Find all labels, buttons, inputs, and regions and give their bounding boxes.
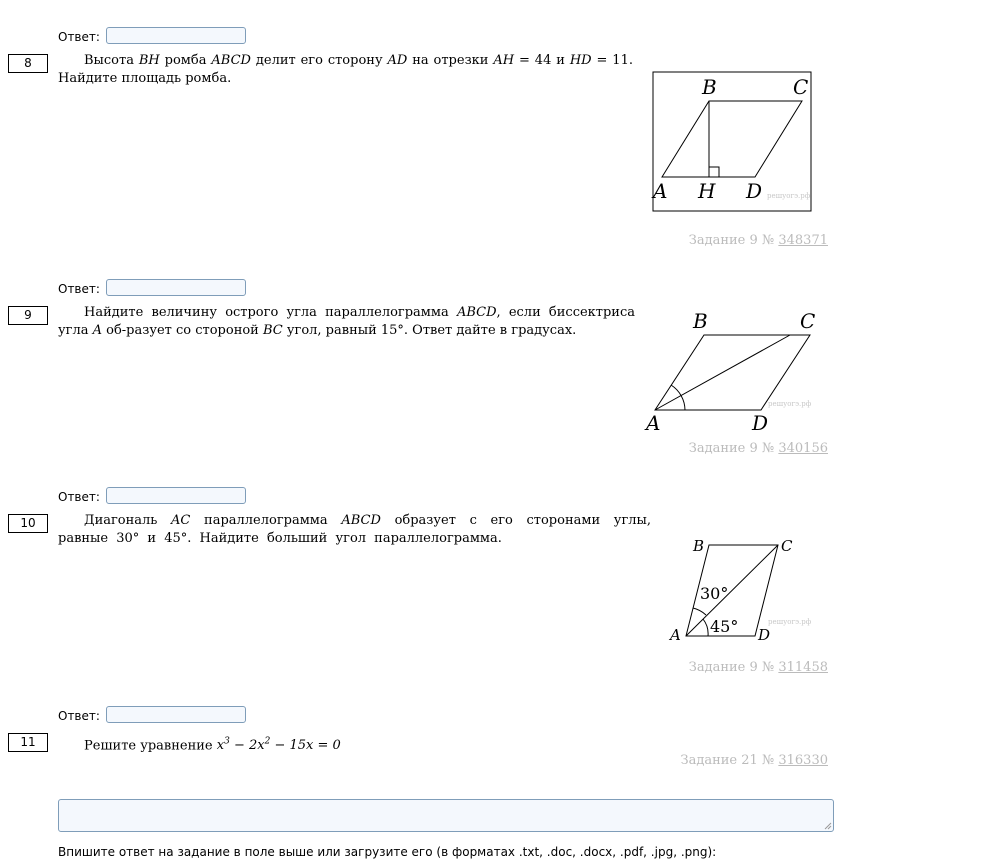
label-A: A [670, 626, 681, 644]
watermark: решуогэ.рф [767, 192, 811, 200]
label-A: A [646, 411, 661, 435]
label-D: D [758, 626, 771, 644]
label-C: C [800, 309, 816, 333]
label-B: B [702, 75, 717, 99]
label-C: C [793, 75, 809, 99]
angle-label-45: 45° [710, 617, 739, 636]
answer-input-9[interactable] [106, 487, 246, 504]
task-reference-8: Задание 9 № 348371 [688, 233, 828, 248]
task-reference-10: Задание 9 № 311458 [688, 660, 828, 675]
answer-input-10[interactable] [106, 706, 246, 723]
task-number-11: 11 [8, 733, 48, 752]
task-number-10: 10 [8, 514, 48, 533]
task-link-316330[interactable]: 316330 [778, 753, 828, 768]
task-link-348371[interactable]: 348371 [778, 233, 828, 248]
angle-label-30: 30° [700, 584, 729, 603]
answer-label-9: Ответ: [58, 490, 100, 504]
answer-textarea[interactable] [58, 799, 834, 832]
label-H: H [698, 179, 716, 203]
rhombus-figure [652, 71, 814, 213]
task-text-11: Решите уравнение $x^3 - 2x^2 - 15x = 0$ [84, 737, 341, 754]
answer-label-7: Ответ: [58, 30, 100, 44]
task-text-10: Диагональ AC параллелограмма ABCD образует с его сторонами углы, равные 30° и 45°. Найдите больший угол параллелограмма. [58, 513, 651, 546]
answer-label-10: Ответ: [58, 709, 100, 723]
equation: $x^3 - 2x^2 - 15x = 0$ [216, 737, 341, 754]
task-text-9: Найдите величину острого угла параллелограмма ABCD, если биссектриса угла A об-разует со стороной BC угол, равный 15°. Ответ дайте в градусах. [58, 305, 636, 338]
label-A: A [653, 179, 668, 203]
parallelogram-diagonal-figure [664, 535, 824, 647]
watermark: решуогэ.рф [768, 400, 812, 408]
task-reference-9: Задание 9 № 340156 [688, 441, 828, 456]
upload-hint: Впишите ответ на задание в поле выше или загрузите его (в форматах .txt, .doc, .docx, .pdf, .jpg, .png): [58, 845, 717, 859]
parallelogram-bisector-figure [642, 308, 832, 438]
answer-input-7[interactable] [106, 27, 246, 44]
task-number-9: 9 [8, 306, 48, 325]
task-link-311458[interactable]: 311458 [778, 660, 828, 675]
label-C: C [781, 537, 793, 555]
answer-label-8: Ответ: [58, 282, 100, 296]
task-link-340156[interactable]: 340156 [778, 441, 828, 456]
resize-grip-icon[interactable] [824, 822, 832, 830]
task-reference-11: Задание 21 № 316330 [680, 753, 828, 768]
task-text-8: Высота BH ромба ABCD делит его сторону AD на отрезки AH = 44 и HD = 11. Найдите площадь ромба. [58, 53, 633, 86]
label-B: B [693, 537, 705, 555]
watermark: решуогэ.рф [768, 618, 812, 626]
label-D: D [746, 179, 763, 203]
label-D: D [752, 411, 769, 435]
label-B: B [693, 309, 708, 333]
task-number-8: 8 [8, 54, 48, 73]
answer-input-8[interactable] [106, 279, 246, 296]
